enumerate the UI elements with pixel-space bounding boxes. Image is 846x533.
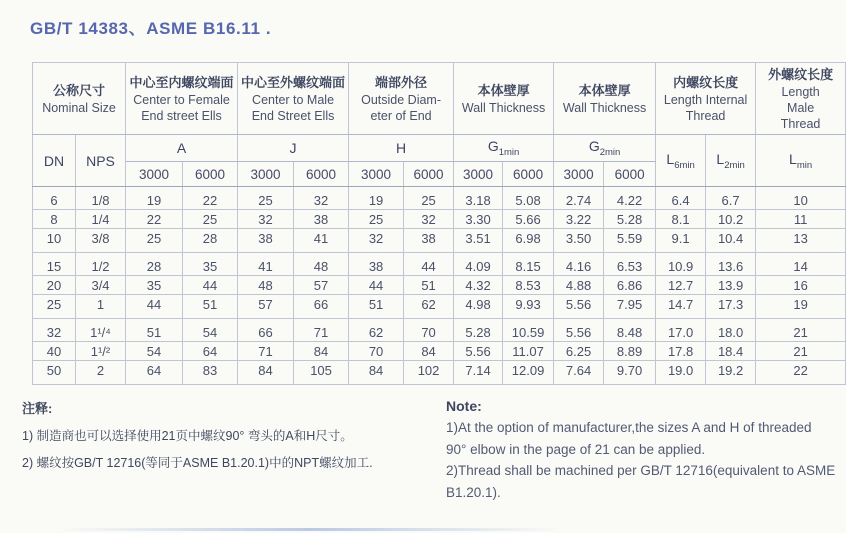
cell: 66 [294,295,349,319]
col-header-j: J [238,135,349,162]
cell: 38 [238,229,294,253]
cell: 66 [238,319,294,342]
table-row [33,361,846,385]
cell: 84 [238,361,294,385]
cell: 71 [238,342,294,361]
cell: 54 [183,319,238,342]
cell: 10.59 [503,319,554,342]
cell: 22 [126,210,183,229]
cell: 8.1 [656,210,706,229]
cell: 10.9 [656,253,706,276]
cell: 6.4 [656,187,706,210]
cell: 8.48 [604,319,656,342]
cell: 44 [183,276,238,295]
cell: 57 [294,276,349,295]
col-group-outside-diameter [349,63,454,135]
cell-dn: 50 [33,361,76,385]
cell-dn: 32 [33,319,76,342]
note-line: 1) 制造商也可以选择使用21页中螺纹90° 弯头的A和H尺寸。 [22,429,353,443]
symbol-subscript: 6min [674,159,695,171]
group-label-en: Outside Diam- [361,92,441,107]
row-group-2 [33,253,846,319]
cell: 38 [349,253,404,276]
group-label-zh: 端部外径 [375,74,428,90]
table-row [33,229,846,253]
pressure-class-6000: 6000 [503,162,554,187]
note-line: 90° elbow in the page of 21 can be applied. [446,441,706,457]
cell: 44 [349,276,404,295]
note-line: 2)Thread shall be machined per GB/T 12716(equivalent to ASME [446,463,836,478]
cell: 3.50 [554,229,604,253]
cell: 25 [126,229,183,253]
pressure-class-6000: 6000 [404,162,454,187]
col-group-wall-thickness-1 [454,63,554,135]
cell-dn: 8 [33,210,76,229]
cell: 70 [404,319,454,342]
row-group-1 [33,187,846,253]
cell: 41 [294,229,349,253]
group-label-en: Male [787,100,815,115]
cell: 7.14 [454,361,503,385]
cell: 84 [404,342,454,361]
symbol-base: L [666,150,675,167]
cell: 5.28 [604,210,656,229]
cell: 51 [183,295,238,319]
cell: 2.74 [554,187,604,210]
cell: 13.6 [706,253,756,276]
cell: 6.98 [503,229,554,253]
col-header-g1min [454,135,554,162]
cell: 4.09 [454,253,503,276]
cell: 11 [756,210,846,229]
group-label-zh: 本体壁厚 [477,82,530,98]
cell: 32 [294,187,349,210]
symbol-base: G [487,138,499,155]
cell-nps: 1/2 [76,253,126,276]
cell: 32 [349,229,404,253]
col-group-length-male-thread [756,63,846,135]
pressure-class-3000: 3000 [454,162,503,187]
symbol-base: L [716,150,725,167]
cell-dn: 10 [33,229,76,253]
cell: 32 [238,210,294,229]
cell: 6.7 [706,187,756,210]
cell: 12.7 [656,276,706,295]
cell: 35 [126,276,183,295]
cell: 64 [183,342,238,361]
table-row [33,342,846,361]
group-label-zh: 中心至外螺纹端面 [241,74,346,90]
cell: 4.88 [554,276,604,295]
cell: 84 [294,342,349,361]
symbol-subscript: 2min [724,159,745,171]
cell: 7.95 [604,295,656,319]
cell: 21 [756,319,846,342]
cell: 4.32 [454,276,503,295]
col-group-nominal-size [33,63,126,135]
col-group-center-to-male [238,63,349,135]
cell: 14.7 [656,295,706,319]
cell: 51 [126,319,183,342]
cell: 6.53 [604,253,656,276]
col-header-g2min [554,135,656,162]
cell: 22 [756,361,846,385]
group-label-en: Center to Male [252,92,335,107]
group-label-en: Length Internal [663,92,748,107]
symbol-subscript: 2min [599,146,621,158]
cell-dn: 15 [33,253,76,276]
col-group-wall-thickness-2 [554,63,656,135]
cell: 10.2 [706,210,756,229]
cell: 6.86 [604,276,656,295]
cell: 3.18 [454,187,503,210]
table-header [33,63,846,187]
cell: 64 [126,361,183,385]
group-label-zh: 本体壁厚 [578,82,631,98]
group-label-en: Center to Female [133,92,230,107]
cell: 48 [294,253,349,276]
cell: 5.28 [454,319,503,342]
cell-nps: 2 [76,361,126,385]
cell: 10 [756,187,846,210]
symbol-subscript: min [796,159,813,171]
col-header-l2min [706,135,756,187]
pressure-class-6000: 6000 [183,162,238,187]
cell: 19.0 [656,361,706,385]
cell: 4.22 [604,187,656,210]
cell: 51 [349,295,404,319]
cell: 71 [294,319,349,342]
cell: 19 [126,187,183,210]
cell: 8.15 [503,253,554,276]
cell: 57 [238,295,294,319]
cell: 25 [404,187,454,210]
cell: 62 [349,319,404,342]
notes-english-heading: Note: [446,398,482,414]
table-row [33,187,846,210]
col-header-nps: NPS [76,135,126,187]
cell: 19 [756,295,846,319]
cell-nps: 1/8 [76,187,126,210]
cell: 25 [238,187,294,210]
cell: 11.07 [503,342,554,361]
cell: 19.2 [706,361,756,385]
cell: 25 [183,210,238,229]
pressure-class-3000: 3000 [554,162,604,187]
pressure-class-6000: 6000 [604,162,656,187]
cell: 9.93 [503,295,554,319]
cell: 7.64 [554,361,604,385]
group-label-en: Wall Thickness [562,100,647,115]
cell-dn: 20 [33,276,76,295]
cell: 4.98 [454,295,503,319]
col-header-lmin [756,135,846,187]
cell: 13.9 [706,276,756,295]
pressure-class-3000: 3000 [349,162,404,187]
cell: 13 [756,229,846,253]
cell: 35 [183,253,238,276]
cell: 38 [294,210,349,229]
cell: 5.56 [554,319,604,342]
cell: 28 [126,253,183,276]
cell: 9.1 [656,229,706,253]
note-line: 2) 螺纹按GB/T 12716(等同于ASME B1.20.1)中的NPT螺纹加工. [22,456,373,470]
cell: 62 [404,295,454,319]
table-row [33,253,846,276]
cell: 9.70 [604,361,656,385]
note-line: 1)At the option of manufacturer,the sizes A and H of threaded [446,420,812,435]
cell: 32 [404,210,454,229]
cell-dn: 40 [33,342,76,361]
cell: 3.22 [554,210,604,229]
symbol-subscript: 1min [498,146,520,158]
cell: 19 [349,187,404,210]
cell: 17.8 [656,342,706,361]
cell-nps: 3/4 [76,276,126,295]
symbol-base: G [588,138,600,155]
cell: 17.3 [706,295,756,319]
group-label-zh: 外螺纹长度 [768,66,834,82]
symbol-base: L [789,150,797,167]
group-label-en: End Street Ells [251,108,335,123]
cell: 102 [404,361,454,385]
cell: 44 [404,253,454,276]
col-header-dn: DN [33,135,76,187]
table-row [33,210,846,229]
group-label-en: Length [781,84,820,99]
notes-chinese [22,398,373,471]
cell: 83 [183,361,238,385]
cell-dn: 25 [33,295,76,319]
cell: 54 [126,342,183,361]
cell: 44 [126,295,183,319]
cell: 4.16 [554,253,604,276]
cell: 5.59 [604,229,656,253]
group-label-en: Wall Thickness [461,100,546,115]
group-label-zh: 内螺纹长度 [673,74,739,90]
note-line: B1.20.1). [446,484,501,500]
cell: 6.25 [554,342,604,361]
page-title: GB/T 14383、ASME B16.11 . [30,19,272,38]
cell: 28 [183,229,238,253]
cell: 5.08 [503,187,554,210]
cell: 48 [238,276,294,295]
col-group-length-internal-thread [656,63,756,135]
cell: 18.4 [706,342,756,361]
group-label-en: Thread [780,116,821,131]
cell: 5.56 [554,295,604,319]
cell: 25 [349,210,404,229]
cell: 70 [349,342,404,361]
cell: 14 [756,253,846,276]
group-label-en: Nominal Size [42,100,116,115]
cell: 22 [183,187,238,210]
spec-table [32,62,846,385]
cell: 8.89 [604,342,656,361]
group-label-en: eter of End [370,108,432,123]
pressure-class-6000: 6000 [294,162,349,187]
cell: 10.4 [706,229,756,253]
col-group-center-to-female [126,63,238,135]
group-label-en: Thread [685,108,726,123]
table-row [33,319,846,342]
cell-dn: 6 [33,187,76,210]
group-label-en: End street Ells [141,108,222,123]
group-label-zh: 中心至内螺纹端面 [129,74,234,90]
table-row [33,295,846,319]
cell-nps: 1/4 [76,210,126,229]
cell-nps: 1¹/⁴ [76,319,126,342]
group-label-zh: 公称尺寸 [53,82,106,98]
row-group-3 [33,319,846,385]
cell: 3.51 [454,229,503,253]
cell-nps: 1 [76,295,126,319]
pressure-class-3000: 3000 [126,162,183,187]
notes-chinese-heading: 注释: [22,401,53,416]
scan-artifact [60,528,560,531]
table-row [33,276,846,295]
col-header-l6min [656,135,706,187]
cell: 5.56 [454,342,503,361]
pressure-class-3000: 3000 [238,162,294,187]
cell: 51 [404,276,454,295]
cell-nps: 3/8 [76,229,126,253]
col-header-h: H [349,135,454,162]
cell: 18.0 [706,319,756,342]
cell: 17.0 [656,319,706,342]
cell: 3.30 [454,210,503,229]
cell: 12.09 [503,361,554,385]
notes-english [446,398,835,503]
header-row-symbols [33,135,846,162]
cell: 21 [756,342,846,361]
cell: 5.66 [503,210,554,229]
header-row-groups [33,63,846,135]
cell: 38 [404,229,454,253]
col-header-a: A [126,135,238,162]
cell: 16 [756,276,846,295]
cell: 84 [349,361,404,385]
cell-nps: 1¹/² [76,342,126,361]
cell: 105 [294,361,349,385]
cell: 8.53 [503,276,554,295]
cell: 41 [238,253,294,276]
